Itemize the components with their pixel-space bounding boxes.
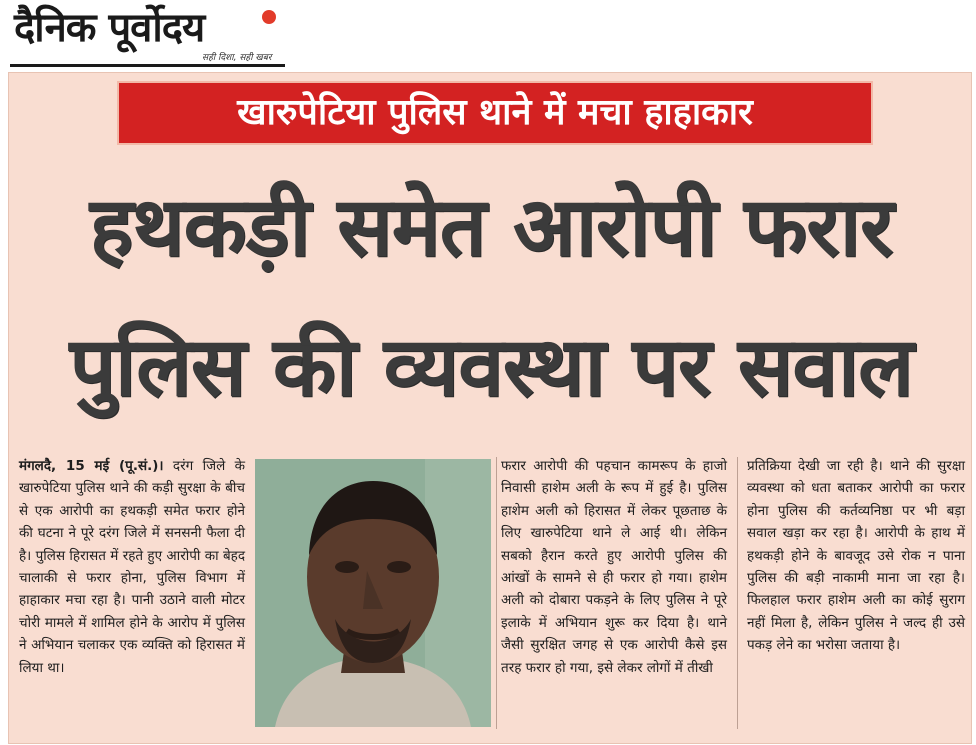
masthead bbox=[0, 0, 976, 72]
article-dateline: मंगलदै, 15 मई (पू.सं.)। bbox=[19, 458, 164, 474]
article-kicker: खारुपेटिया पुलिस थाने में मचा हाहाकार bbox=[119, 83, 871, 143]
column-divider bbox=[496, 457, 497, 729]
newspaper-logo: दैनिक पूर्वोदय bbox=[14, 5, 205, 51]
headline-line-1: हथकड़ी समेत आरोपी फरार bbox=[89, 180, 893, 275]
logo-dot-icon bbox=[262, 10, 276, 24]
article-column-1 bbox=[19, 455, 245, 679]
masthead-rule bbox=[10, 64, 285, 67]
newspaper-tagline: सही दिशा, सही खबर bbox=[202, 53, 272, 63]
column-divider bbox=[737, 457, 738, 729]
accused-photo bbox=[255, 459, 491, 727]
accused-portrait-image bbox=[255, 459, 491, 727]
headline-line-2: पुलिस की व्यवस्था पर सवाल bbox=[69, 320, 913, 415]
column-1-text: दरंग जिले के खारुपेटिया पुलिस थाने की कड़ी सुरक्षा के बीच से एक आरोपी का हथकड़ी समेत फरार होने की घटना ने पूरे दरंग जिले में सनसनी फैला दी है। पुलिस हिरासत में रहते हुए आरोपी का बेहद चालाकी से फरार होना, पुलिस विभाग में हाहाकार मचा रहा है। पानी उठाने वाली मोटर चोरी मामले में शामिल होने के आरोप में पुलिस ने अभियान चलाकर एक व्यक्ति को हिरासत में लिया था। bbox=[19, 458, 246, 676]
article-column-2: फरार आरोपी की पहचान कामरूप के हाजो निवासी हाशेम अली के रूप में हुई है। पुलिस हाशेम अली को हिरासत में लेकर पूछताछ के लिए खारुपेटिया थाने ले आई थी। लेकिन सबको हैरान करते हुए आरोपी पुलिस की आंखों के सामने से ही फरार हो गया। हाशेम अली को दोबारा पकड़ने के लिए पुलिस ने पूरे इलाके में अभियान शुरू कर दिया है। थाने जैसी सुरक्षित जगह से एक आरोपी कैसे इस तरह फरार हो गया, इसे लेकर लोगों में तीखी bbox=[501, 458, 727, 676]
article-column-3: प्रतिक्रिया देखी जा रही है। थाने की सुरक्षा व्यवस्था को धता बताकर आरोपी का फरार होना पुलिस की कर्तव्यनिष्ठा पर भी बड़ा सवाल खड़ा कर रहा है। आरोपी के हाथ में हथकड़ी होने के बावजूद उसे रोक न पाना पुलिस की बड़ी नाकामी माना जा रहा है। फिलहाल फरार हाशेम अली का कोई सुराग नहीं मिला है, लेकिन पुलिस ने जल्द ही उसे पकड़ लेने का भरोसा जताया है। bbox=[747, 458, 965, 654]
news-article bbox=[8, 72, 972, 744]
